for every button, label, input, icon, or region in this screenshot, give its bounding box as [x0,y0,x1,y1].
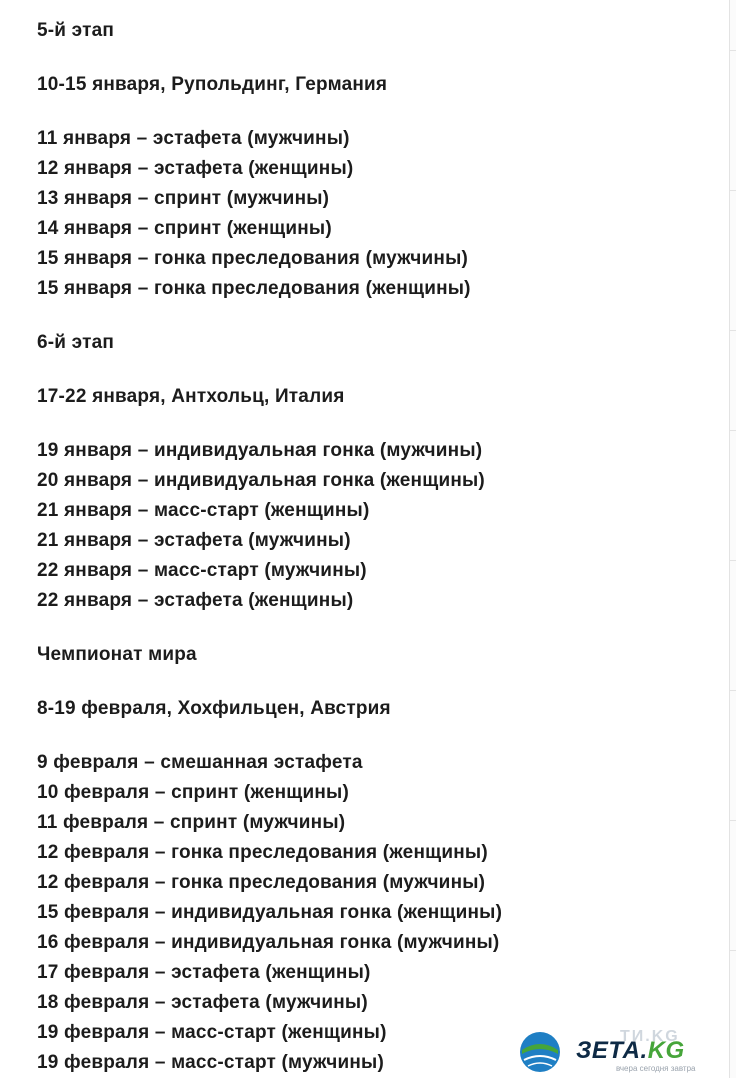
event-item: 19 января – индивидуальная гонка (мужчины) [37,440,483,461]
event-item: 11 февраля – спринт (мужчины) [37,812,346,833]
section-title: 5-й этап [37,20,115,41]
watermark-logo [516,1024,736,1078]
event-item: 15 февраля – индивидуальная гонка (женщины) [37,902,503,923]
event-item: 9 февраля – смешанная эстафета [37,752,363,773]
watermark-tagline: вчера сегодня завтра [616,1064,696,1073]
event-item: 15 января – гонка преследования (женщины) [37,278,471,299]
event-item: 13 января – спринт (мужчины) [37,188,330,209]
event-item: 22 января – эстафета (женщины) [37,590,354,611]
section-title: Чемпионат мира [37,644,197,665]
watermark-ghost-text: ТИ.KG [620,1028,680,1045]
event-item: 19 февраля – масс-старт (мужчины) [37,1052,384,1073]
event-item: 15 января – гонка преследования (мужчины) [37,248,469,269]
event-item: 19 февраля – масс-старт (женщины) [37,1022,387,1043]
page-edge-strip [729,0,736,1078]
watermark-brand-main: ЗЕТА. [576,1037,648,1064]
section-title: 6-й этап [37,332,115,353]
event-item: 16 февраля – индивидуальная гонка (мужчины) [37,932,500,953]
event-list [37,436,717,616]
event-item: 12 января – эстафета (женщины) [37,158,354,179]
event-item: 18 февраля – эстафета (мужчины) [37,992,368,1013]
globe-logo-icon [518,1030,562,1074]
section-world-championship [37,640,717,1078]
watermark-brand [576,1037,685,1065]
event-item: 21 января – эстафета (мужчины) [37,530,351,551]
event-item: 21 января – масс-старт (женщины) [37,500,370,521]
event-item: 11 января – эстафета (мужчины) [37,128,350,149]
section-stage-6 [37,328,717,616]
section-location: 8-19 февраля, Хохфильцен, Австрия [37,698,391,719]
section-location: 10-15 января, Рупольдинг, Германия [37,74,388,95]
event-list [37,124,717,304]
schedule-document [37,16,717,1078]
event-item: 10 февраля – спринт (женщины) [37,782,350,803]
event-item: 12 февраля – гонка преследования (женщины) [37,842,488,863]
watermark-brand-suffix: KG [647,1037,685,1064]
event-item: 20 января – индивидуальная гонка (женщины) [37,470,485,491]
event-item: 12 февраля – гонка преследования (мужчины) [37,872,486,893]
event-item: 22 января – масс-старт (мужчины) [37,560,367,581]
section-location: 17-22 января, Антхольц, Италия [37,386,345,407]
event-item: 14 января – спринт (женщины) [37,218,332,239]
section-stage-5 [37,16,717,304]
event-item: 17 февраля – эстафета (женщины) [37,962,371,983]
